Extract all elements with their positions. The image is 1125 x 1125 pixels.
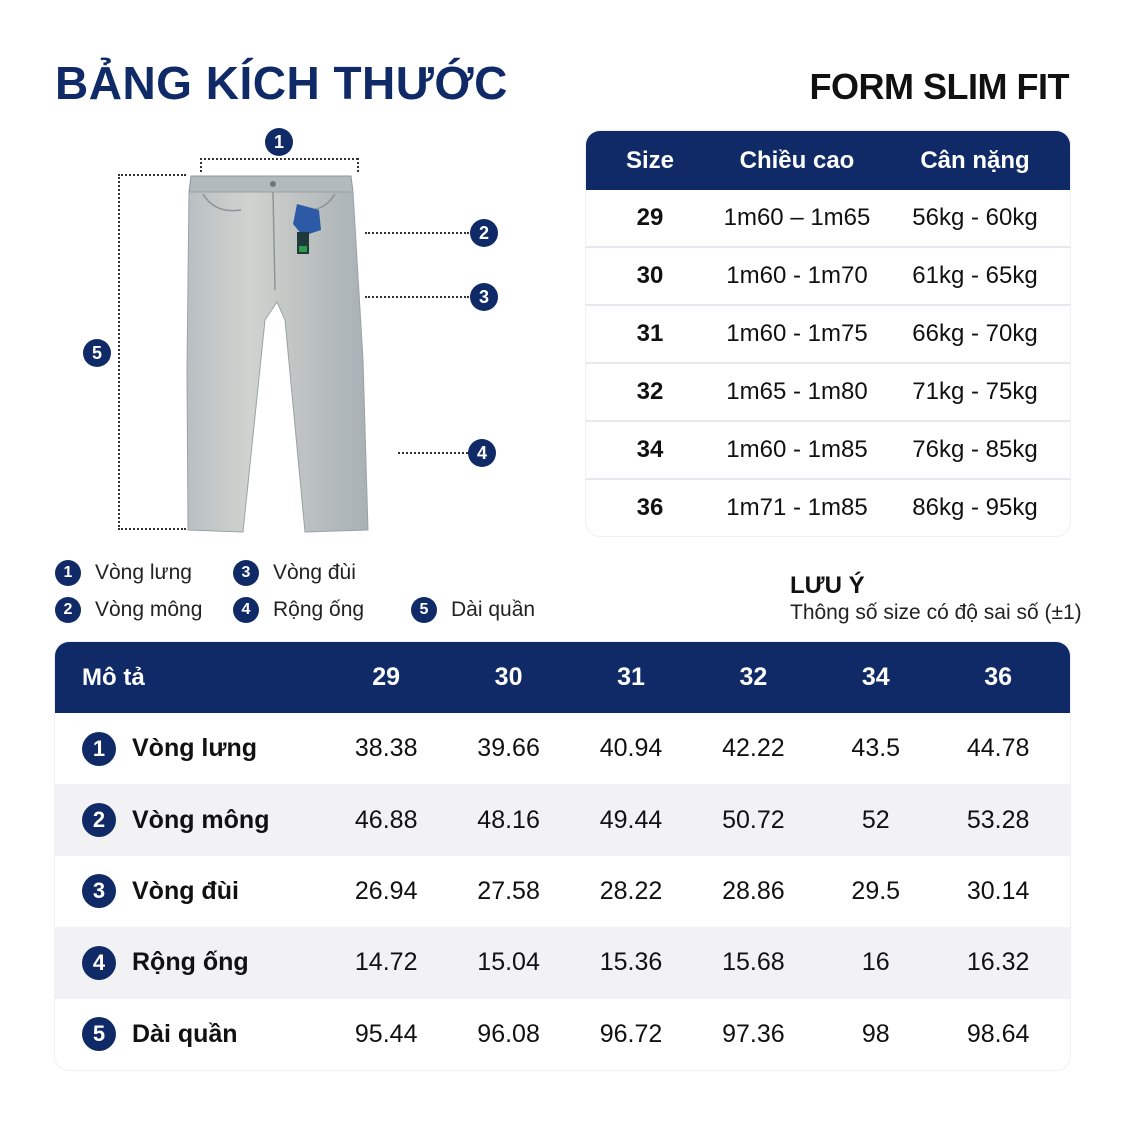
table-row bbox=[586, 480, 1070, 536]
legend-number: 5 bbox=[411, 597, 437, 623]
height-cell: 1m60 - 1m75 bbox=[726, 320, 868, 347]
value-cell: 49.44 bbox=[599, 805, 663, 834]
marker-3: 3 bbox=[470, 283, 498, 311]
header-size: Size bbox=[625, 146, 675, 174]
legend-item bbox=[233, 597, 364, 623]
value-cell: 38.38 bbox=[354, 734, 418, 763]
row-number: 4 bbox=[82, 946, 116, 980]
row-label: Rộng ống bbox=[132, 948, 249, 977]
table-row bbox=[55, 856, 1070, 927]
row-number: 3 bbox=[82, 874, 116, 908]
legend-label: Vòng mông bbox=[95, 598, 203, 621]
value-cell: 28.86 bbox=[722, 876, 785, 905]
header-size-32: 32 bbox=[739, 663, 768, 691]
header-size-30: 30 bbox=[494, 663, 523, 691]
size-cell: 29 bbox=[636, 204, 664, 231]
value-cell: 15.04 bbox=[477, 948, 540, 977]
weight-cell: 71kg - 75kg bbox=[912, 378, 1038, 405]
header-size-29: 29 bbox=[372, 663, 401, 691]
weight-cell: 56kg - 60kg bbox=[912, 204, 1038, 231]
weight-cell: 66kg - 70kg bbox=[912, 320, 1038, 347]
row-description bbox=[55, 803, 325, 837]
value-cell: 29.5 bbox=[851, 876, 901, 905]
table-row bbox=[586, 364, 1070, 422]
value-cell: 16 bbox=[861, 948, 890, 977]
legend-item bbox=[55, 597, 202, 623]
row-description bbox=[55, 874, 325, 908]
row-number: 1 bbox=[82, 732, 116, 766]
row-label: Vòng đùi bbox=[132, 876, 239, 905]
measurement-table bbox=[55, 642, 1070, 1070]
header-size-36: 36 bbox=[984, 663, 1013, 691]
weight-cell: 76kg - 85kg bbox=[912, 436, 1038, 463]
legend-item bbox=[55, 560, 192, 586]
marker-5: 5 bbox=[83, 339, 111, 367]
header-size-31: 31 bbox=[617, 663, 645, 691]
legend-number: 3 bbox=[233, 560, 259, 586]
height-cell: 1m60 - 1m85 bbox=[726, 436, 868, 463]
table-row bbox=[586, 248, 1070, 306]
height-cell: 1m60 – 1m65 bbox=[723, 204, 871, 231]
size-cell: 31 bbox=[636, 320, 664, 347]
value-cell: 39.66 bbox=[477, 734, 540, 763]
value-cell: 26.94 bbox=[354, 876, 418, 905]
header-height: Chiều cao bbox=[739, 146, 855, 174]
row-label: Vòng mông bbox=[132, 805, 270, 834]
form-label: FORM SLIM FIT bbox=[809, 66, 1069, 107]
row-label: Vòng lưng bbox=[132, 734, 258, 763]
value-cell: 46.88 bbox=[354, 805, 418, 834]
row-description bbox=[55, 732, 325, 766]
value-cell: 97.36 bbox=[722, 1019, 785, 1048]
size-table-header bbox=[586, 131, 1070, 190]
value-cell: 96.08 bbox=[477, 1019, 540, 1048]
legend-number: 2 bbox=[55, 597, 81, 623]
header-description: Mô tả bbox=[82, 663, 145, 691]
row-description bbox=[55, 1017, 325, 1051]
value-cell: 27.58 bbox=[477, 876, 540, 905]
waist-guide-line bbox=[200, 158, 358, 160]
row-label: Dài quần bbox=[132, 1019, 238, 1048]
page-title: BẢNG KÍCH THƯỚC bbox=[55, 57, 508, 109]
value-cell: 44.78 bbox=[966, 734, 1030, 763]
value-cell: 16.32 bbox=[966, 948, 1030, 977]
length-guide-line bbox=[118, 174, 120, 530]
value-cell: 96.72 bbox=[599, 1019, 663, 1048]
value-cell: 53.28 bbox=[966, 805, 1030, 834]
legend-label: Dài quần bbox=[451, 598, 536, 621]
row-number: 2 bbox=[82, 803, 116, 837]
value-cell: 95.44 bbox=[354, 1019, 418, 1048]
weight-cell: 86kg - 95kg bbox=[912, 494, 1038, 521]
leg-opening-guide-line bbox=[398, 452, 468, 454]
legend-number: 4 bbox=[233, 597, 259, 623]
height-cell: 1m71 - 1m85 bbox=[726, 494, 868, 521]
note-title: LƯU Ý bbox=[790, 572, 865, 599]
jeans-illustration bbox=[0, 0, 600, 545]
table-row bbox=[55, 713, 1070, 784]
value-cell: 42.22 bbox=[722, 734, 785, 763]
value-cell: 48.16 bbox=[477, 805, 540, 834]
marker-2: 2 bbox=[470, 219, 498, 247]
thigh-guide-line bbox=[365, 296, 469, 298]
table-row bbox=[586, 422, 1070, 480]
value-cell: 98.64 bbox=[966, 1019, 1030, 1048]
size-cell: 32 bbox=[636, 378, 664, 405]
size-cell: 36 bbox=[636, 494, 664, 521]
row-number: 5 bbox=[82, 1017, 116, 1051]
value-cell: 50.72 bbox=[722, 805, 785, 834]
height-cell: 1m65 - 1m80 bbox=[726, 378, 868, 405]
header-weight: Cân nặng bbox=[920, 146, 1030, 174]
value-cell: 40.94 bbox=[599, 734, 663, 763]
jeans-image bbox=[185, 170, 375, 535]
table-row bbox=[586, 306, 1070, 364]
size-guide-table bbox=[586, 131, 1070, 536]
value-cell: 98 bbox=[861, 1019, 890, 1048]
table-row bbox=[586, 190, 1070, 248]
weight-cell: 61kg - 65kg bbox=[912, 262, 1038, 289]
note-text: Thông số size có độ sai số (±1) bbox=[790, 601, 1082, 624]
legend-label: Vòng đùi bbox=[273, 561, 356, 584]
value-cell: 14.72 bbox=[354, 948, 418, 977]
size-cell: 30 bbox=[636, 262, 664, 289]
table-row bbox=[55, 784, 1070, 855]
table-row bbox=[55, 999, 1070, 1070]
header-size-34: 34 bbox=[861, 663, 890, 691]
value-cell: 30.14 bbox=[966, 876, 1030, 905]
length-guide-bottom bbox=[118, 528, 186, 530]
legend-label: Rộng ống bbox=[273, 598, 365, 621]
value-cell: 43.5 bbox=[851, 734, 901, 763]
height-cell: 1m60 - 1m70 bbox=[726, 262, 868, 289]
size-cell: 34 bbox=[636, 436, 664, 463]
measurement-table-header bbox=[55, 642, 1070, 713]
value-cell: 15.68 bbox=[722, 948, 785, 977]
value-cell: 15.36 bbox=[599, 948, 663, 977]
legend-item bbox=[411, 597, 535, 623]
legend-item bbox=[233, 560, 356, 586]
table-row bbox=[55, 927, 1070, 998]
hip-guide-line bbox=[365, 232, 469, 234]
legend-label: Vòng lưng bbox=[95, 561, 192, 584]
row-description bbox=[55, 946, 325, 980]
marker-1: 1 bbox=[265, 128, 293, 156]
value-cell: 28.22 bbox=[599, 876, 663, 905]
length-guide-top bbox=[118, 174, 186, 176]
value-cell: 52 bbox=[861, 805, 890, 834]
legend-number: 1 bbox=[55, 560, 81, 586]
marker-4: 4 bbox=[468, 439, 496, 467]
measurement-legend bbox=[55, 560, 575, 630]
